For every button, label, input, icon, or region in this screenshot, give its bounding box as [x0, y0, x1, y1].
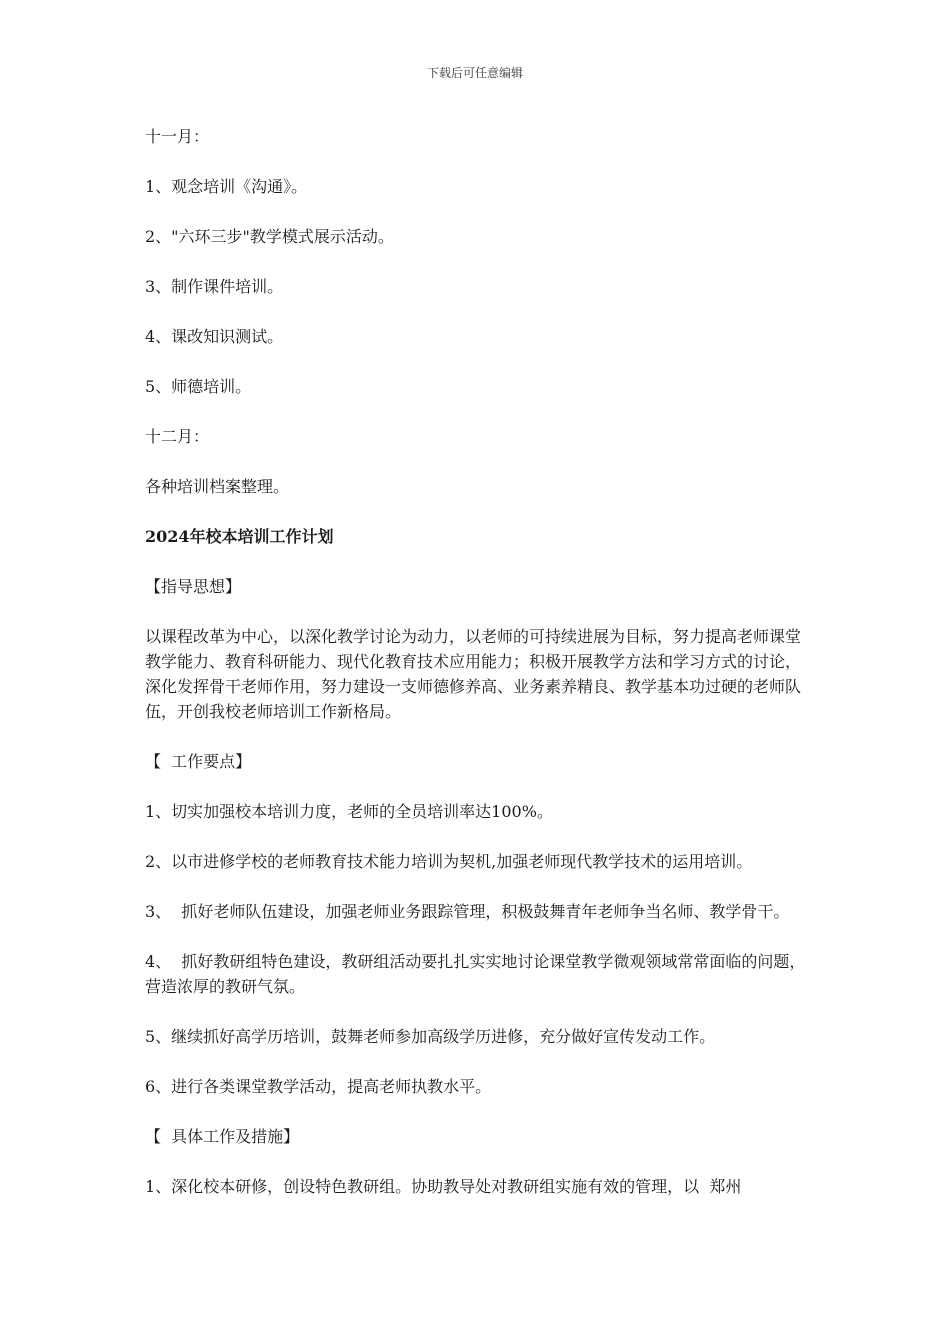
list-item: 5、继续抓好高学历培训，鼓舞老师参加高级学历进修，充分做好宣传发动工作。 [145, 1027, 716, 1046]
list-item: 5、师德培训。 [145, 377, 252, 396]
list-item: 1、观念培训《沟通》。 [145, 177, 308, 196]
page-header: 下载后可任意编辑 [426, 66, 523, 80]
list-item: 2、以市进修学校的老师教育技术能力培训为契机,加强老师现代教学技术的运用培训。 [145, 852, 753, 871]
list-item: 4、课改知识测试。 [145, 327, 284, 346]
list-item: 4、 抓好教研组特色建设，教研组活动要扎扎实实地讨论课堂教学微观领域常常面临的问题，营造浓厚的教研气氛。 [145, 952, 806, 996]
section-heading-guiding-ideology: 【指导思想】 [145, 577, 242, 596]
list-item: 3、 抓好老师队伍建设，加强老师业务跟踪管理，积极鼓舞青年老师争当名师、教学骨干。 [145, 902, 790, 921]
section-november-heading: 十一月： [145, 127, 210, 146]
document-title: 2024年校本培训工作计划 [145, 527, 334, 546]
list-item: 3、制作课件培训。 [145, 277, 284, 296]
list-item: 1、切实加强校本培训力度，老师的全员培训率达100%。 [145, 802, 553, 821]
paragraph: 以课程改革为中心，以深化教学讨论为动力，以老师的可持续进展为目标，努力提高老师课堂教学能力、教育科研能力、现代化教育技术应用能力；积极开展教学方法和学习方式的讨论，深化发挥骨干老师作用，努力建设一支师德修养高、业务素养精良、教学基本功过硬的老师队伍，开创我校老师培训工作新格局。 [145, 627, 802, 721]
section-heading-work-points: 【 工作要点】 [145, 752, 252, 771]
section-december-heading: 十二月： [145, 427, 210, 446]
section-heading-specific-measures: 【 具体工作及措施】 [145, 1127, 300, 1146]
document-body [145, 120, 810, 1199]
list-item: 1、深化校本研修，创设特色教研组。协助教导处对教研组实施有效的管理，以 郑州 [145, 1177, 742, 1196]
paragraph: 各种培训档案整理。 [145, 477, 290, 496]
list-item: 6、进行各类课堂教学活动，提高老师执教水平。 [145, 1077, 492, 1096]
list-item: 2、"六环三步"教学模式展示活动。 [145, 227, 394, 246]
